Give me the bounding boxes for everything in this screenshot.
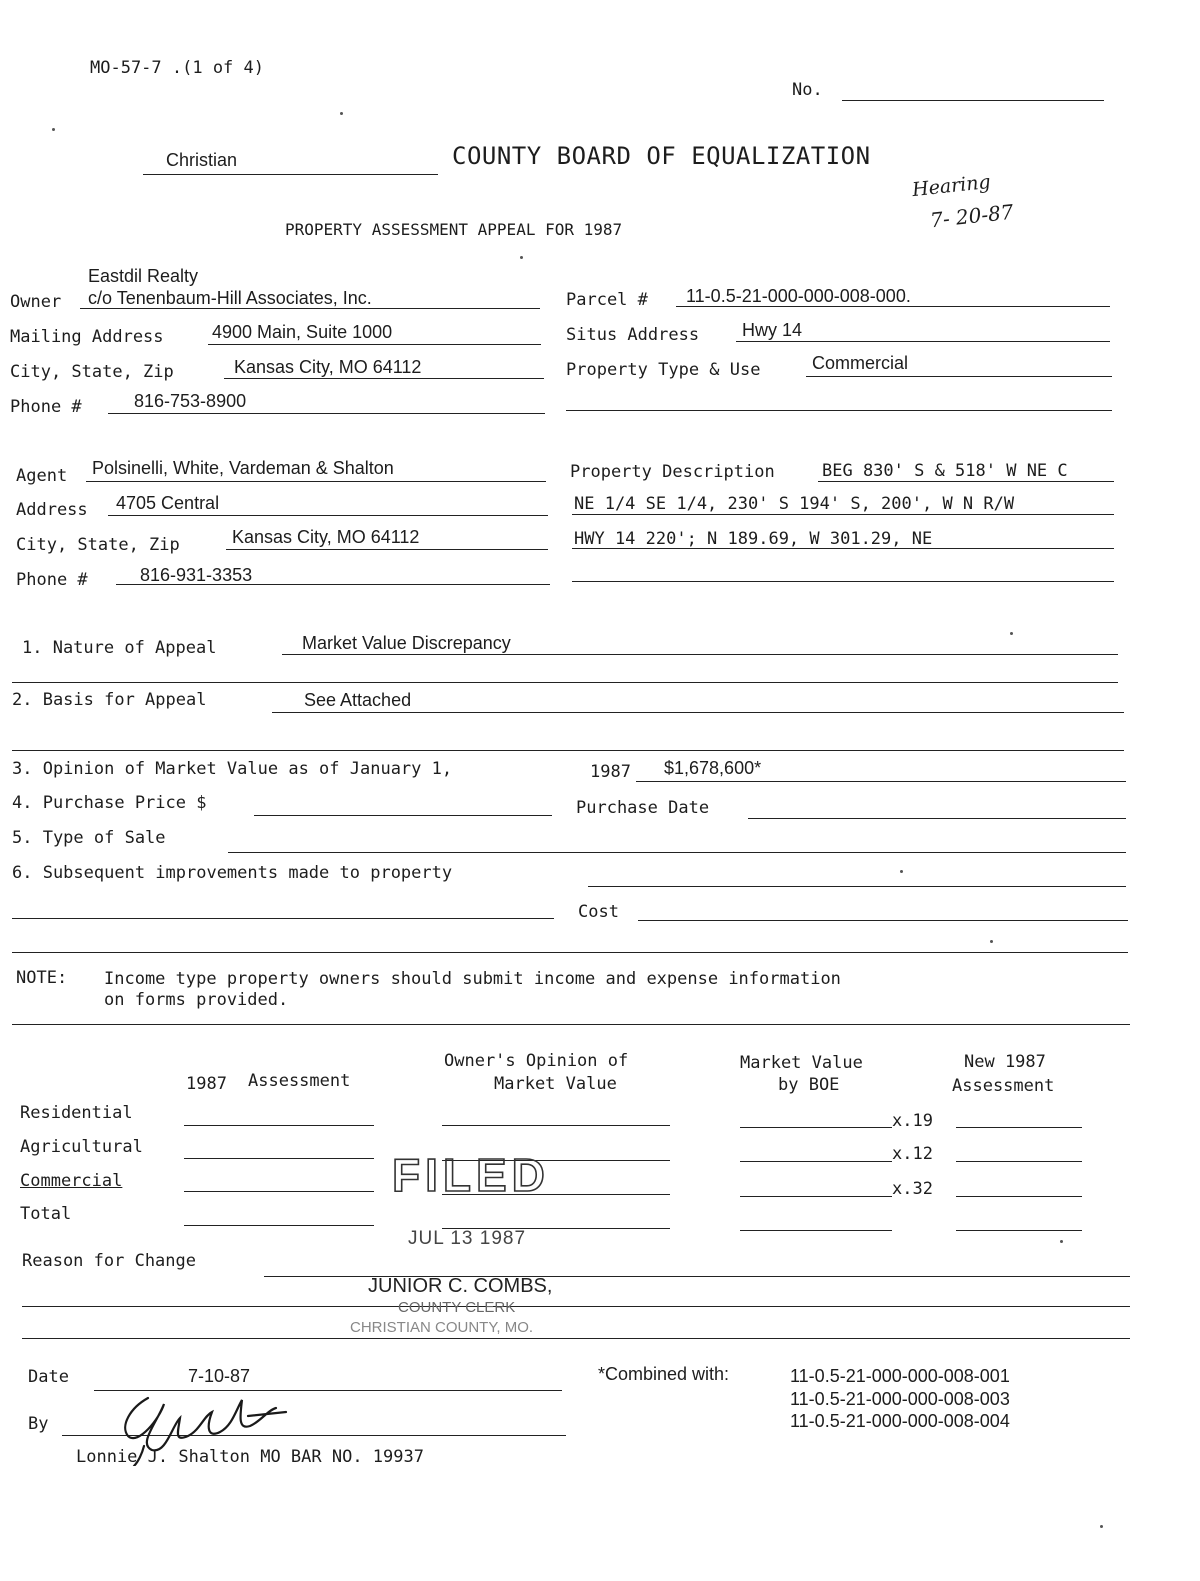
reason-line3 xyxy=(22,1338,1130,1339)
clerk-county: CHRISTIAN COUNTY, MO. xyxy=(350,1319,534,1336)
opinion-line xyxy=(636,781,1126,782)
cost-label: Cost xyxy=(578,902,619,922)
col2-line2: Market Value xyxy=(494,1074,617,1094)
agent-line xyxy=(86,481,546,482)
improvements-label: 6. Subsequent improvements made to property xyxy=(12,863,453,883)
row-total-label: Total xyxy=(20,1204,72,1224)
row-commercial-label: Commercial xyxy=(20,1171,123,1191)
clerk-name: JUNIOR C. COMBS, xyxy=(368,1275,553,1297)
agent-phone-label: Phone # xyxy=(16,570,88,590)
note-label: NOTE: xyxy=(16,968,68,988)
opinion-label: 3. Opinion of Market Value as of January 1, xyxy=(12,759,453,779)
no-label: No. xyxy=(792,80,823,100)
basis-value: See Attached xyxy=(304,690,412,710)
cost-line xyxy=(638,920,1128,921)
owner-city-line xyxy=(224,378,544,379)
col1-label: Assessment xyxy=(248,1071,351,1091)
note-line2: on forms provided. xyxy=(104,990,289,1010)
board-title: COUNTY BOARD OF EQUALIZATION xyxy=(452,142,871,170)
mailing-line xyxy=(208,344,541,345)
basis-label: 2. Basis for Appeal xyxy=(12,690,207,710)
row-agricultural-col3 xyxy=(740,1161,892,1162)
opinion-year: 1987 xyxy=(590,762,631,782)
type-line xyxy=(806,376,1112,377)
appeal-title: PROPERTY ASSESSMENT APPEAL FOR 1987 xyxy=(285,220,623,239)
owner-name-line1: Eastdil Realty xyxy=(88,266,199,286)
mailing-value: 4900 Main, Suite 1000 xyxy=(212,322,393,342)
type-label: Property Type & Use xyxy=(566,360,761,380)
owner-phone-label: Phone # xyxy=(10,397,82,417)
purchase-date-label: Purchase Date xyxy=(576,798,710,818)
agent-label: Agent xyxy=(16,466,68,486)
note-rule xyxy=(12,1024,1130,1025)
clerk-title: COUNTY CLERK xyxy=(398,1299,516,1316)
owner-phone-line xyxy=(108,413,545,414)
agent-phone-line xyxy=(116,584,550,585)
combined-parcel-3: 11-0.5-21-000-000-008-004 xyxy=(790,1411,1010,1431)
county-name: Christian xyxy=(166,150,238,170)
basis-line xyxy=(272,712,1124,713)
form-code: MO-57-7 .(1 of 4) xyxy=(90,58,264,78)
row-commercial-col4 xyxy=(956,1196,1082,1197)
description-label: Property Description xyxy=(570,462,775,482)
owner-label: Owner xyxy=(10,292,62,312)
type-sale-label: 5. Type of Sale xyxy=(12,828,166,848)
row-residential-col3 xyxy=(740,1127,892,1128)
col4-line1: New 1987 xyxy=(964,1052,1046,1072)
basis-line2 xyxy=(12,750,1124,751)
nature-value: Market Value Discrepancy xyxy=(302,633,511,653)
type-sale-line xyxy=(228,852,1126,853)
row-agricultural-label: Agricultural xyxy=(20,1137,143,1157)
combined-label: *Combined with: xyxy=(598,1364,730,1384)
col1-year: 1987 xyxy=(186,1074,227,1094)
description-line1: BEG 830' S & 518' W NE C xyxy=(822,461,1068,481)
type-value: Commercial xyxy=(812,353,909,373)
row-total-col4 xyxy=(956,1230,1082,1231)
situs-label: Situs Address xyxy=(566,325,700,345)
row-commercial-col1 xyxy=(184,1191,374,1192)
owner-city-value: Kansas City, MO 64112 xyxy=(234,357,422,377)
purchase-price-label: 4. Purchase Price $ xyxy=(12,793,207,813)
agent-city-line xyxy=(226,549,548,550)
no-line xyxy=(842,100,1104,101)
scan-speck xyxy=(1100,1525,1103,1528)
combined-parcel-2: 11-0.5-21-000-000-008-003 xyxy=(790,1389,1010,1409)
row-residential-label: Residential xyxy=(20,1103,133,1123)
agent-city-value: Kansas City, MO 64112 xyxy=(232,527,420,547)
owner-phone-value: 816-753-8900 xyxy=(134,391,247,411)
row-residential-factor: x.19 xyxy=(892,1111,933,1131)
filed-stamp: FILED xyxy=(392,1149,550,1201)
parcel-value: 11-0.5-21-000-000-008-000. xyxy=(686,286,911,306)
row-total-col1 xyxy=(184,1225,374,1226)
scan-speck xyxy=(520,256,523,259)
purchase-price-line xyxy=(254,815,552,816)
signer-name: Lonnie J. Shalton MO BAR NO. 19937 xyxy=(76,1447,424,1467)
owner-name-line2: c/o Tenenbaum-Hill Associates, Inc. xyxy=(88,288,372,308)
situs-value: Hwy 14 xyxy=(742,320,803,340)
note-line1: Income type property owners should submit income and expense information xyxy=(104,969,841,989)
opinion-value: $1,678,600* xyxy=(664,758,762,778)
agent-value: Polsinelli, White, Vardeman & Shalton xyxy=(92,458,394,478)
row-agricultural-factor: x.12 xyxy=(892,1144,933,1164)
hearing-note: Hearing xyxy=(911,170,992,202)
agent-address-value: 4705 Central xyxy=(116,493,220,513)
agent-phone-value: 816-931-3353 xyxy=(140,565,253,585)
scan-speck xyxy=(1060,1240,1063,1243)
scan-speck xyxy=(1010,632,1013,635)
scan-speck xyxy=(340,112,343,115)
col2-line1: Owner's Opinion of xyxy=(444,1051,629,1071)
agent-city-label: City, State, Zip xyxy=(16,535,180,555)
parcel-line xyxy=(676,306,1110,307)
row-total-col3 xyxy=(740,1230,892,1231)
description-line3: HWY 14 220'; N 189.69, W 301.29, NE xyxy=(574,529,933,549)
scan-speck xyxy=(900,870,903,873)
col3-line2: by BOE xyxy=(778,1075,840,1095)
col4-line2: Assessment xyxy=(952,1076,1055,1096)
nature-line2 xyxy=(12,682,1118,683)
row-commercial-factor: x.32 xyxy=(892,1179,933,1199)
owner-line xyxy=(80,308,540,309)
scan-speck xyxy=(990,940,993,943)
nature-line xyxy=(282,654,1118,655)
parcel-label: Parcel # xyxy=(566,290,648,310)
combined-parcel-1: 11-0.5-21-000-000-008-001 xyxy=(790,1366,1010,1386)
row-agricultural-col1 xyxy=(184,1158,374,1159)
purchase-date-line xyxy=(748,818,1126,819)
improvements-line3 xyxy=(12,952,1128,953)
scan-speck xyxy=(52,128,55,131)
filed-date: JUL 13 1987 xyxy=(408,1228,527,1249)
owner-city-label: City, State, Zip xyxy=(10,362,174,382)
date-label: Date xyxy=(28,1367,69,1387)
improvements-line2 xyxy=(12,918,554,919)
row-residential-col4 xyxy=(956,1127,1082,1128)
description-line4-rule xyxy=(572,581,1114,582)
improvements-line xyxy=(588,886,1126,887)
row-residential-col2 xyxy=(442,1125,670,1126)
mailing-label: Mailing Address xyxy=(10,327,164,347)
col3-line1: Market Value xyxy=(740,1053,863,1073)
description-line1-rule xyxy=(818,481,1114,482)
row-commercial-col3 xyxy=(740,1196,892,1197)
reason-line2 xyxy=(22,1306,1130,1307)
date-value: 7-10-87 xyxy=(188,1366,251,1386)
by-label: By xyxy=(28,1414,49,1434)
agent-address-line xyxy=(108,515,548,516)
situs-line xyxy=(736,341,1110,342)
row-residential-col1 xyxy=(184,1125,374,1126)
parcel-extra-line xyxy=(566,410,1112,411)
county-line xyxy=(143,174,438,175)
reason-label: Reason for Change xyxy=(22,1251,196,1271)
agent-address-label: Address xyxy=(16,500,88,520)
row-agricultural-col4 xyxy=(956,1161,1082,1162)
hearing-date: 7- 20-87 xyxy=(928,199,1015,233)
nature-label: 1. Nature of Appeal xyxy=(22,638,217,658)
description-line2-rule xyxy=(572,514,1114,515)
description-line2: NE 1/4 SE 1/4, 230' S 194' S, 200', W N R/W xyxy=(574,494,1015,514)
description-line3-rule xyxy=(572,548,1114,549)
